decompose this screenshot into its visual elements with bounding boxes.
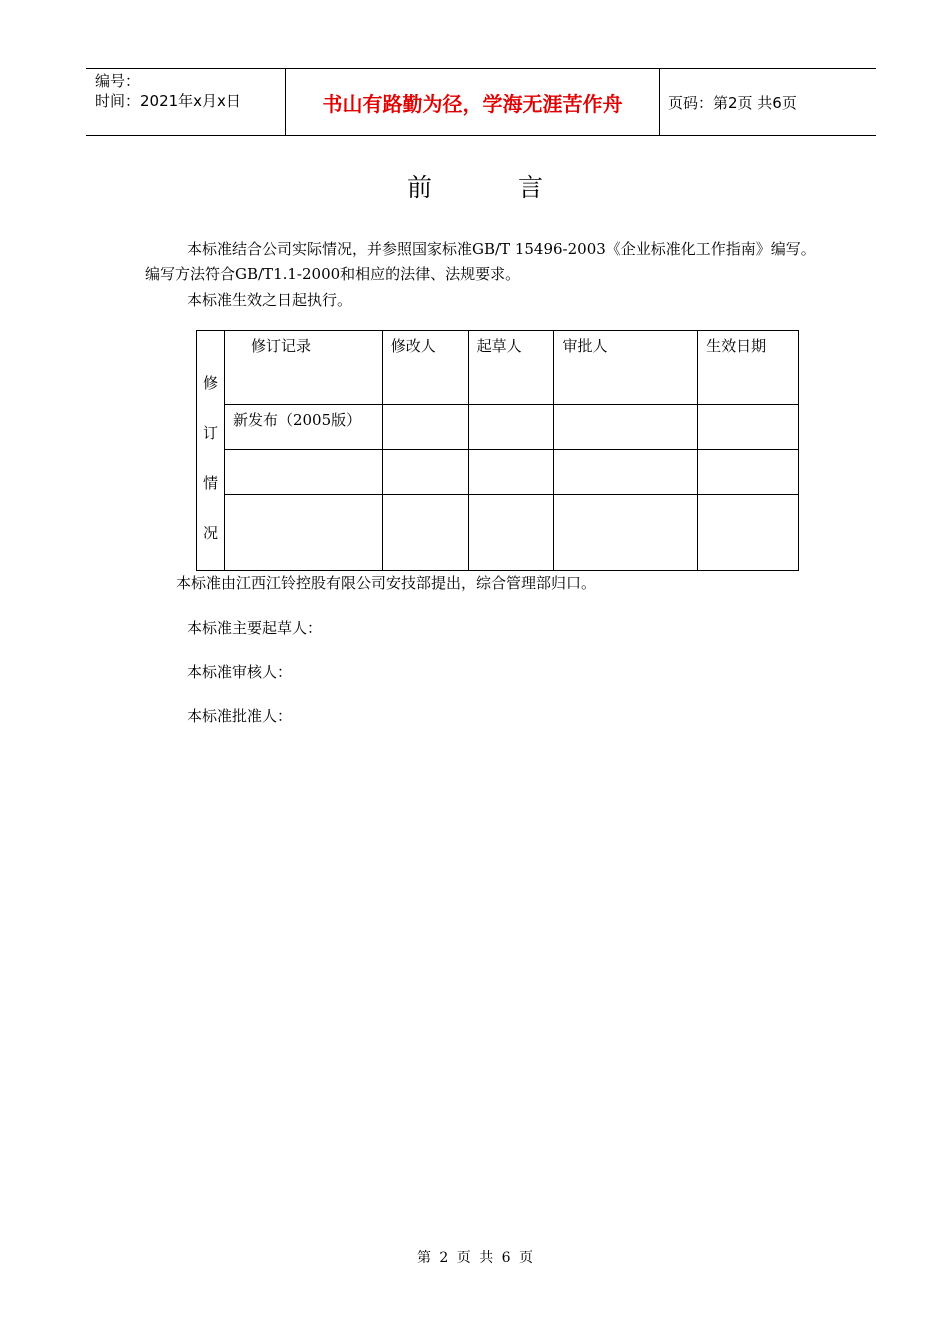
header-page-number: 页码：第2页 共6页 [668, 93, 797, 112]
drafter-line: 本标准主要起草人： [187, 619, 323, 637]
page-header [86, 68, 876, 136]
table-cell: 新发布（2005版） [224, 405, 382, 450]
side-char: 订 [202, 424, 218, 442]
table-cell [698, 495, 799, 571]
effective-paragraph: 本标准生效之日起执行。 [187, 291, 353, 309]
header-meta [86, 69, 286, 135]
side-char: 况 [202, 524, 218, 542]
table-row [197, 495, 799, 571]
header-effective-date: 生效日期 [698, 331, 799, 405]
proposer-paragraph: 本标准由江西江铃控股有限公司安技部提出，综合管理部归口。 [176, 574, 597, 592]
header-drafter: 起草人 [468, 331, 554, 405]
table-row [197, 405, 799, 450]
approver-line: 本标准批准人： [187, 707, 293, 725]
header-motto: 书山有路勤为径，学海无涯苦作舟 [286, 69, 660, 135]
header-modifier: 修改人 [382, 331, 468, 405]
doc-number-label: 编号： [95, 72, 141, 90]
reviewer-line: 本标准审核人： [187, 663, 293, 681]
page-footer: 第 2 页 共 6 页 [416, 1250, 534, 1266]
table-header-row [197, 331, 799, 405]
table-cell [224, 495, 382, 571]
table-cell [468, 405, 554, 450]
page-title: 前言 [406, 173, 629, 202]
table-cell [382, 495, 468, 571]
table-cell [698, 450, 799, 495]
side-char: 修 [202, 374, 218, 392]
table-cell [554, 450, 698, 495]
table-cell [554, 495, 698, 571]
table-cell [554, 405, 698, 450]
table-cell [382, 450, 468, 495]
side-char: 情 [202, 474, 218, 492]
revision-table [196, 330, 799, 571]
intro-paragraph: 本标准结合公司实际情况，并参照国家标准GB/T 15496-2003《企业标准化工作指南》编写。编写方法符合GB/T1.1-2000和相应的法律、法规要求。 [145, 240, 816, 283]
header-revision-record: 修订记录 [224, 331, 382, 405]
table-cell [382, 405, 468, 450]
table-cell [698, 405, 799, 450]
header-approver: 审批人 [554, 331, 698, 405]
table-cell [224, 450, 382, 495]
table-cell [468, 495, 554, 571]
table-row [197, 450, 799, 495]
table-cell [468, 450, 554, 495]
time-label: 时间：2021年x月x日 [95, 92, 241, 110]
revision-side-label [197, 331, 225, 571]
